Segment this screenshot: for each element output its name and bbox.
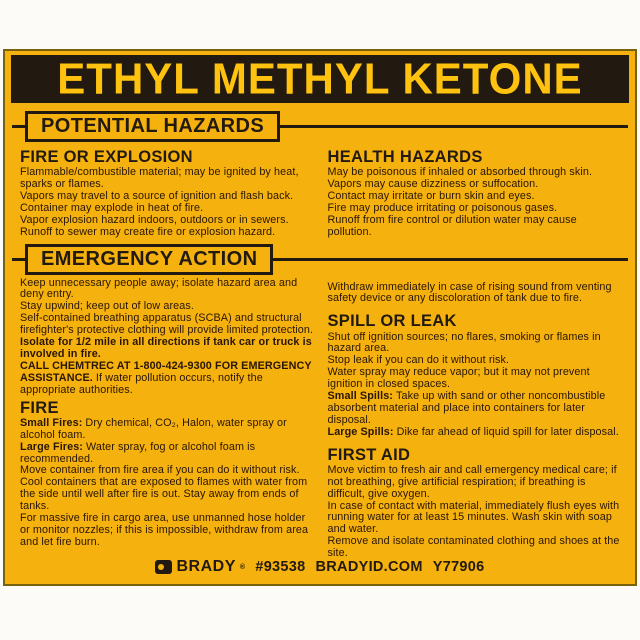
- paragraph: [20, 227, 315, 239]
- fire-or-explosion-section: [20, 145, 315, 239]
- title-bar: [11, 55, 629, 103]
- hazard-label: [3, 49, 637, 586]
- emergency-action-left-column: [20, 278, 315, 561]
- header-left-dash: [12, 125, 25, 128]
- first-aid-heading: FIRST AID: [327, 445, 411, 464]
- brady-logo: [155, 558, 245, 576]
- paragraph-text: Water spray, fog or alcohol foam is recommended.: [20, 440, 256, 465]
- paragraph-text: Withdraw immediately in case of rising sound from venting safety device or any discoloration of tank due to fire.: [327, 280, 612, 305]
- paragraph-text: Cool containers that are exposed to flames with water from the side until well after fire is out. Stay away from ends of tanks.: [20, 476, 308, 513]
- emergency-action-header: [12, 244, 628, 275]
- paragraph: [328, 536, 623, 560]
- website: BRADYID.COM: [315, 559, 423, 575]
- paragraph-text: Vapors may cause dizziness or suffocation.: [327, 178, 539, 191]
- product-code: Y77906: [432, 559, 485, 575]
- paragraph: [328, 215, 623, 239]
- paragraph: [328, 367, 623, 391]
- paragraph: [328, 501, 623, 537]
- header-rule: [280, 125, 628, 128]
- paragraph: [20, 361, 315, 397]
- paragraph-text: Take up with sand or other noncombustible absorbent material and place into containers for later disposal.: [327, 390, 606, 426]
- paragraph: [20, 167, 315, 191]
- fire-heading: FIRE: [20, 398, 59, 417]
- paragraph: [328, 332, 623, 356]
- health-hazards-section: [328, 145, 623, 239]
- paragraph-text: Shut off ignition sources; no flares, smoking or flames in hazard area.: [327, 330, 601, 355]
- paragraph-text: Vapors may travel to a source of ignition and flash back.: [20, 189, 294, 202]
- potential-hazards-header: [12, 111, 628, 142]
- emergency-action-heading: EMERGENCY ACTION: [25, 244, 273, 275]
- paragraph-lead: Large Spills:: [327, 425, 394, 438]
- paragraph-text: Remove and isolate contaminated clothing and shoes at the site.: [327, 535, 620, 560]
- paragraph-text: Flammable/combustible material; may be ignited by heat, sparks or flames.: [20, 166, 299, 191]
- brady-logo-icon: [155, 560, 172, 574]
- registered-mark: ®: [239, 563, 246, 571]
- paragraph-text: Move victim to fresh air and call emergency medical care; if not breathing, give artificial respiration; if breathing is difficult, give oxygen.: [327, 463, 617, 500]
- paragraph-text: Fire may produce irritating or poisonous gases.: [327, 201, 558, 214]
- health-hazards-heading: HEALTH HAZARDS: [327, 148, 483, 166]
- emergency-action-columns: [10, 275, 630, 561]
- brand-name: BRADY: [176, 558, 236, 575]
- paragraph: [20, 313, 315, 337]
- paragraph-lead: Small Fires:: [20, 416, 83, 429]
- paragraph: [20, 278, 315, 302]
- paragraph-text: Stay upwind; keep out of low areas.: [20, 300, 194, 313]
- header-rule: [273, 258, 628, 261]
- paragraph: [328, 465, 623, 501]
- paragraph-text: Keep unnecessary people away; isolate hazard area and deny entry.: [20, 276, 298, 301]
- paragraph: [20, 477, 315, 513]
- spill-or-leak-heading: SPILL OR LEAK: [327, 312, 457, 331]
- paragraph-text: Contact may irritate or burn skin and eyes.: [327, 189, 535, 202]
- fire-or-explosion-heading: FIRE OR EXPLOSION: [20, 148, 193, 166]
- part-number: #93538: [255, 559, 306, 575]
- paragraph-lead: CALL CHEMTREC AT 1-800-424-9300 FOR EMERGENCY ASSISTANCE.: [20, 359, 312, 384]
- emergency-action-right-column: [328, 278, 623, 561]
- paragraph-text: Move container from fire area if you can do it without risk.: [20, 464, 300, 477]
- paragraph-text: Runoff from fire control or dilution water may cause pollution.: [327, 213, 577, 238]
- paragraph-text: Runoff to sewer may create fire or explosion hazard.: [20, 225, 276, 238]
- paragraph-lead: Small Spills:: [327, 390, 394, 403]
- paragraph-text: Stop leak if you can do it without risk.: [327, 354, 510, 367]
- withdraw-paragraph-block: [328, 282, 623, 306]
- paragraph-text: Dry chemical, CO₂, Halon, water spray or alcohol foam.: [20, 416, 287, 441]
- paragraph-text: Self-contained breathing apparatus (SCBA) and structural firefighter's protective clothing will provide limited protection.: [20, 312, 314, 337]
- potential-hazards-columns: [10, 142, 630, 239]
- paragraph: [20, 513, 315, 549]
- footer: [5, 558, 635, 576]
- paragraph: [20, 337, 315, 361]
- paragraph-lead: Large Fires:: [20, 440, 84, 453]
- paragraph: [20, 418, 315, 442]
- paragraph-lead: Isolate for 1/2 mile in all directions if tank car or truck is involved in fire.: [20, 336, 312, 361]
- paragraph: [328, 391, 623, 427]
- paragraph-text: Container may explode in heat of fire.: [20, 201, 204, 214]
- paragraph: [20, 442, 315, 466]
- paragraph: [328, 427, 623, 439]
- paragraph-text: In case of contact with material, immediately flush eyes with running water for at least 15 minutes. Wash skin with soap and water.: [327, 499, 620, 536]
- paragraph-text: If water pollution occurs, notify the appropriate authorities.: [20, 371, 263, 396]
- paragraph: [328, 282, 623, 306]
- paragraph-text: Dike far ahead of liquid spill for later disposal.: [396, 425, 619, 438]
- paragraph-text: May be poisonous if inhaled or absorbed through skin.: [327, 166, 593, 179]
- page-title: ETHYL METHYL KETONE: [57, 54, 583, 103]
- potential-hazards-heading: POTENTIAL HAZARDS: [25, 111, 280, 142]
- paragraph-text: Water spray may reduce vapor; but it may not prevent ignition in closed spaces.: [327, 366, 590, 391]
- brady-logo-dot-icon: [158, 564, 164, 570]
- header-left-dash: [12, 258, 25, 261]
- paragraph-text: Vapor explosion hazard indoors, outdoors or in sewers.: [20, 213, 289, 226]
- paragraph-text: For massive fire in cargo area, use unmanned hose holder or monitor nozzles; if this is impossible, withdraw from area and let fire burn.: [20, 512, 309, 548]
